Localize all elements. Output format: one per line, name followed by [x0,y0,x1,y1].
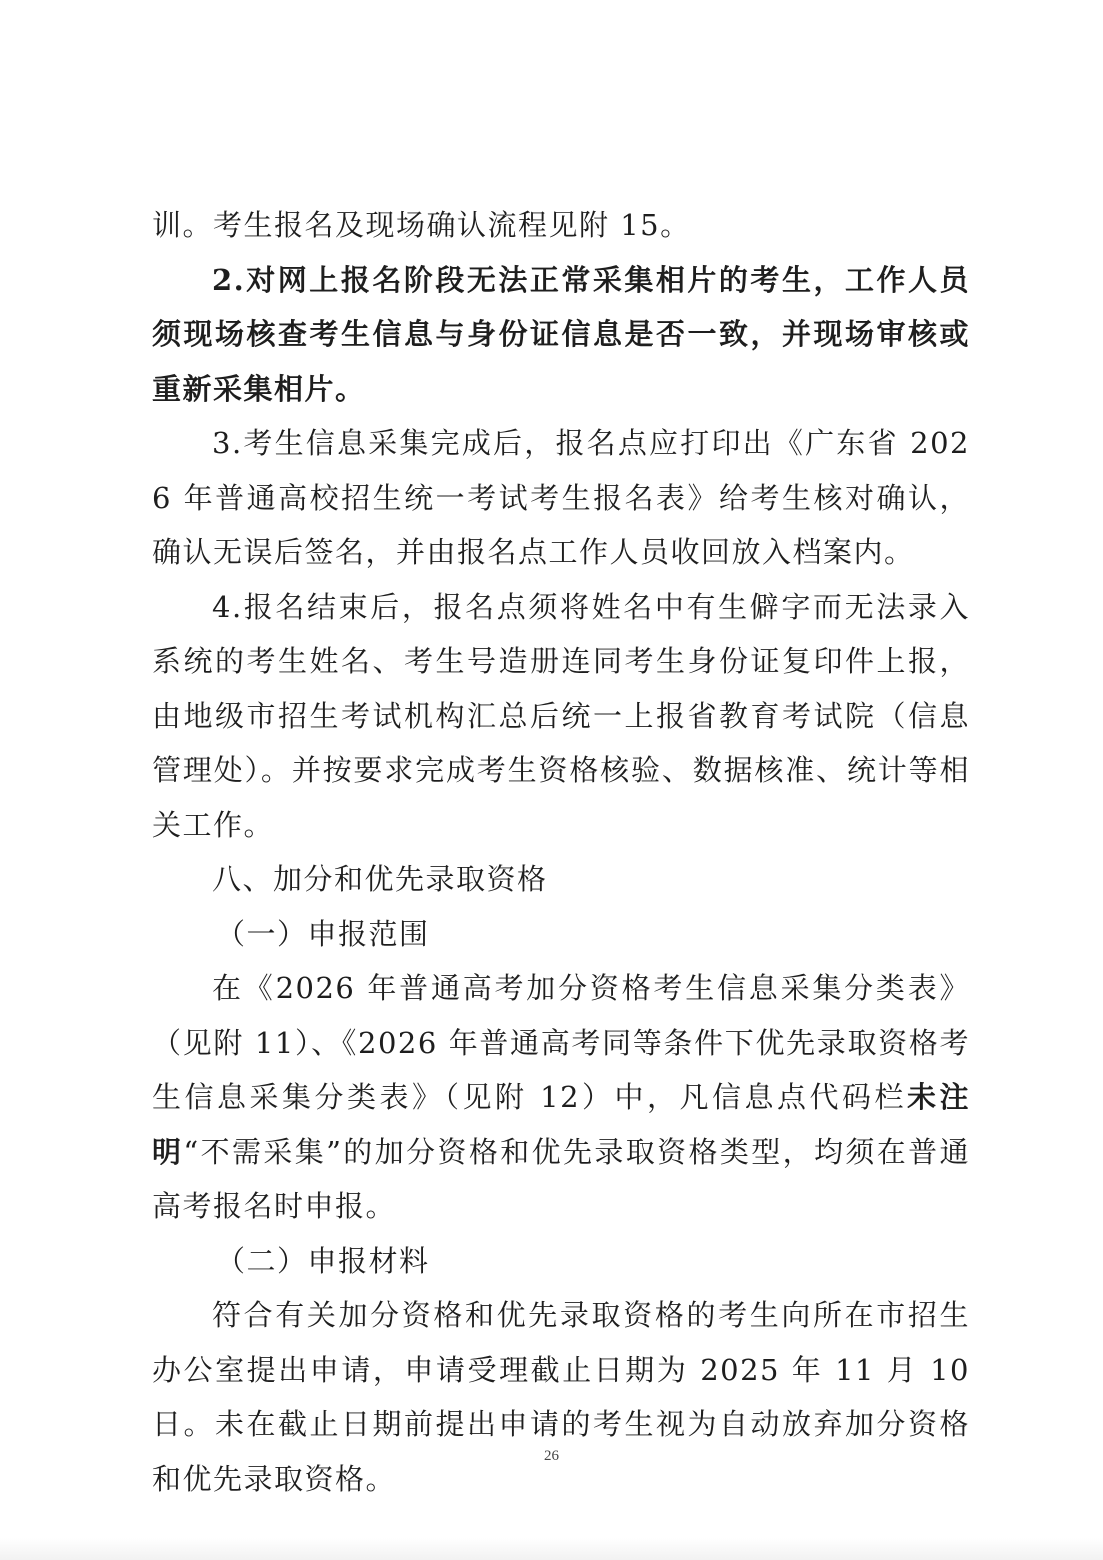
paragraph-training-flow: 训。考生报名及现场确认流程见附 15。 [152,208,691,242]
paragraph-photo-collection: 2.对网上报名阶段无法正常采集相片的考生，工作人员须现场核查考生信息与身份证信息是否一致，并现场审核或重新采集相片。 [152,262,970,406]
scope-text-before: 在《2026 年普通高考加分资格考生信息采集分类表》（见附 11）、《2026 年普通高考同等条件下优先录取资格考生信息采集分类表》（见附 12）中，凡信息点代码栏 [152,971,970,1114]
section-heading-bonus-priority: 八、加分和优先录取资格 [212,862,548,896]
subheading-scope: （一）申报范围 [216,916,430,951]
document-body [152,198,970,1506]
subheading-materials: （二）申报材料 [216,1243,430,1278]
paragraph-registration-form: 3.考生信息采集完成后，报名点应打印出《广东省 2026 年普通高校招生统一考试考生报名表》给考生核对确认，确认无误后签名，并由报名点工作人员收回放入档案内。 [152,426,970,569]
scope-text-after: “不需采集”的加分资格和优先录取资格类型，均须在普通高考报名时申报。 [152,1134,970,1223]
paragraph-materials: 符合有关加分资格和优先录取资格的考生向所在市招生办公室提出申请，申请受理截止日期为 2025 年 11 月 10 日。未在截止日期前提出申请的考生视为自动放弃加分资格和优先录取资格。 [152,1298,970,1496]
paragraph-rare-characters: 4.报名结束后，报名点须将姓名中有生僻字而无法录入系统的考生姓名、考生号造册连同考生身份证复印件上报，由地级市招生考试机构汇总后统一上报省教育考试院（信息管理处）。并按要求完成考生资格核验、数据核准、统计等相关工作。 [152,589,970,842]
scope-text-emphasis: 未注明 [152,1080,970,1169]
page-number: 26 [544,1448,559,1464]
paragraph-scope [152,961,970,1234]
scan-edge [0,1538,1103,1560]
